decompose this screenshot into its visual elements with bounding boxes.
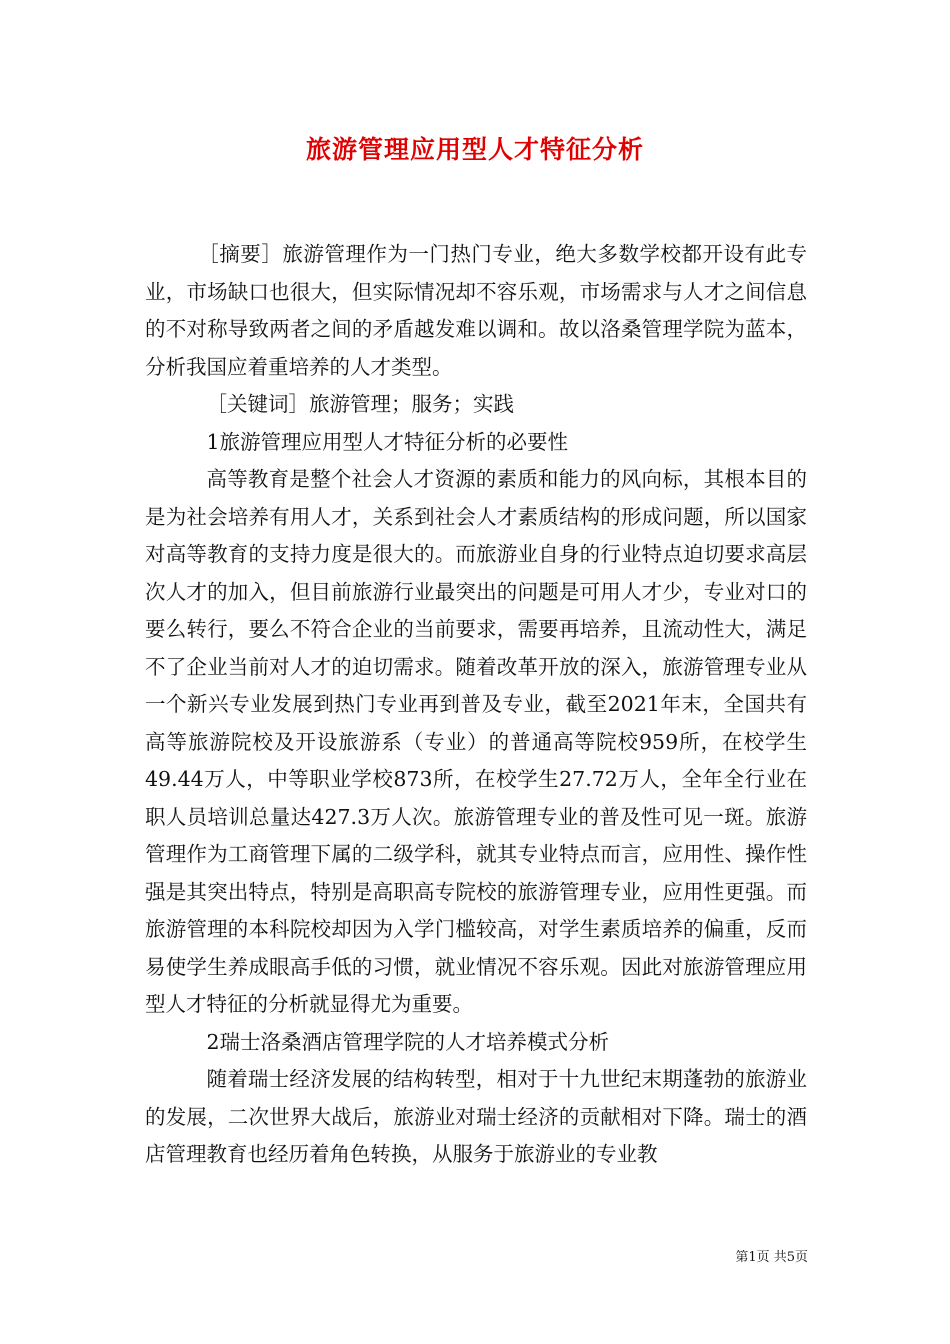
- keywords-line: ［关键词］旅游管理；服务；实践: [206, 392, 514, 416]
- abstract-paragraph: ［摘要］旅游管理作为一门热门专业，绝大多数学校都开设有此专业，市场缺口也很大，但实际情况却不容乐观，市场需求与人才之间信息的不对称导致两者之间的矛盾越发难以调和。故以洛桑管理学院为蓝本，分析我国应着重培养的人才类型。: [145, 242, 807, 379]
- section-2-heading: 2瑞士洛桑酒店管理学院的人才培养模式分析: [206, 1029, 610, 1054]
- section-1-heading: 1旅游管理应用型人才特征分析的必要性: [206, 429, 569, 454]
- document-body: [145, 236, 807, 1174]
- document-title: 旅游管理应用型人才特征分析: [305, 135, 644, 164]
- section-2-paragraph: 随着瑞士经济发展的结构转型，相对于十九世纪末期蓬勃的旅游业的发展，二次世界大战后，旅游业对瑞士经济的贡献相对下降。瑞士的酒店管理教育也经历着角色转换，从服务于旅游业的专业教: [145, 1067, 807, 1166]
- section-1-paragraph: 高等教育是整个社会人才资源的素质和能力的风向标，其根本目的是为社会培养有用人才，关系到社会人才素质结构的形成问题，所以国家对高等教育的支持力度是很大的。而旅游业自身的行业特点迫切要求高层次人才的加入，但目前旅游行业最突出的问题是可用人才少，专业对口的要么转行，要么不符合企业的当前要求，需要再培养，且流动性大，满足不了企业当前对人才的迫切需求。随着改革开放的深入，旅游管理专业从一个新兴专业发展到热门专业再到普及专业，截至2021年末，全国共有高等旅游院校及开设旅游系（专业）的普通高等院校959所，在校学生49.44万人，中等职业学校873所，在校学生27.72万人，全年全行业在职人员培训总量达427.3万人次。旅游管理专业的普及性可见一斑。旅游管理作为工商管理下属的二级学科，就其专业特点而言，应用性、操作性强是其突出特点，特别是高职高专院校的旅游管理专业，应用性更强。而旅游管理的本科院校却因为入学门槛较高，对学生素质培养的偏重，反而易使学生养成眼高手低的习惯，就业情况不容乐观。因此对旅游管理应用型人才特征的分析就显得尤为重要。: [145, 467, 807, 1016]
- page-number-footer: 第1页 共5页: [735, 1250, 808, 1265]
